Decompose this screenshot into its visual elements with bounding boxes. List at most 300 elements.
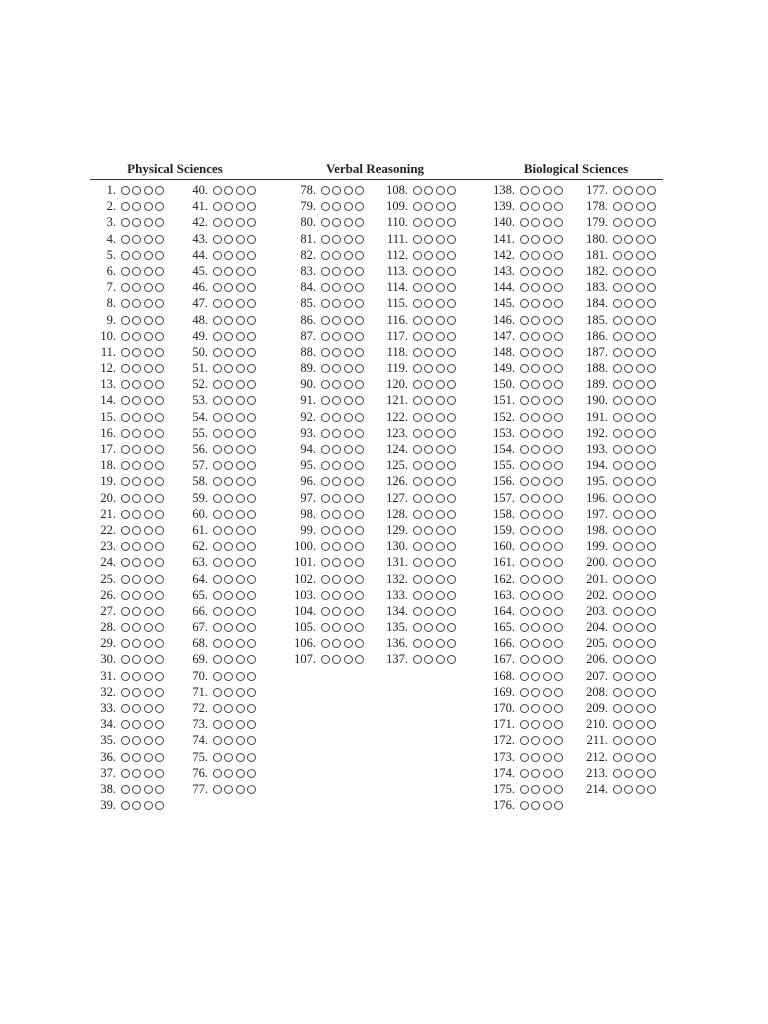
answer-bubble[interactable] — [613, 542, 622, 551]
question-number: 116. — [386, 312, 408, 327]
question-number: 48. — [192, 312, 208, 327]
question-number: 165. — [493, 620, 515, 635]
answer-bubbles — [613, 299, 659, 308]
question-number: 97. — [300, 490, 316, 505]
answer-bubble[interactable] — [647, 218, 656, 227]
question-number: 163. — [493, 587, 515, 602]
answer-bubble[interactable] — [543, 801, 552, 810]
question-number: 122. — [386, 409, 408, 424]
answer-bubble[interactable] — [624, 639, 633, 648]
answer-bubbles — [613, 736, 659, 745]
answer-bubble[interactable] — [647, 494, 656, 503]
answer-bubble[interactable] — [647, 364, 656, 373]
answer-bubble[interactable] — [636, 202, 645, 211]
answer-bubbles — [613, 526, 659, 535]
question-column-biological — [0, 182, 768, 797]
answer-bubble[interactable] — [647, 348, 656, 357]
answer-bubbles — [613, 364, 659, 373]
answer-bubble[interactable] — [624, 267, 633, 276]
question-number: 55. — [192, 425, 208, 440]
question-number: 45. — [192, 263, 208, 278]
question-number: 197. — [586, 506, 608, 521]
answer-bubble[interactable] — [636, 639, 645, 648]
answer-bubble[interactable] — [613, 672, 622, 681]
question-number: 38. — [100, 781, 116, 796]
question-number: 34. — [100, 717, 116, 732]
answer-bubble[interactable] — [613, 380, 622, 389]
question-number: 106. — [294, 636, 316, 651]
answer-bubble[interactable] — [613, 186, 622, 195]
question-row — [0, 490, 768, 506]
answer-bubble[interactable] — [647, 380, 656, 389]
question-number: 58. — [192, 474, 208, 489]
question-number: 154. — [493, 442, 515, 456]
question-number: 102. — [294, 571, 316, 586]
answer-bubble[interactable] — [636, 526, 645, 535]
question-number: 126. — [386, 474, 408, 489]
answer-bubble[interactable] — [613, 316, 622, 325]
question-number: 22. — [100, 522, 116, 537]
answer-bubble[interactable] — [613, 445, 622, 454]
question-number: 211. — [586, 733, 608, 748]
answer-bubble[interactable] — [636, 704, 645, 713]
answer-bubble[interactable] — [647, 332, 656, 341]
answer-bubbles — [613, 704, 659, 713]
question-row — [0, 651, 768, 667]
answer-bubble[interactable] — [613, 299, 622, 308]
question-number: 68. — [192, 636, 208, 651]
answer-bubbles — [613, 591, 659, 600]
answer-bubble[interactable] — [647, 202, 656, 211]
answer-bubble[interactable] — [636, 688, 645, 697]
answer-bubble[interactable] — [647, 429, 656, 438]
answer-bubble[interactable] — [636, 235, 645, 244]
answer-bubble[interactable] — [636, 413, 645, 422]
answer-bubble[interactable] — [636, 575, 645, 584]
answer-bubbles — [613, 720, 659, 729]
question-row — [0, 263, 768, 279]
answer-bubbles — [613, 461, 659, 470]
answer-bubble[interactable] — [613, 623, 622, 632]
answer-bubble[interactable] — [647, 591, 656, 600]
question-number: 175. — [493, 781, 515, 796]
question-row — [0, 797, 768, 813]
question-number: 181. — [586, 247, 608, 262]
question-number: 64. — [192, 571, 208, 586]
answer-bubbles — [613, 785, 659, 794]
question-number: 167. — [493, 652, 515, 667]
answer-bubble[interactable] — [636, 251, 645, 260]
section-title-biological-sciences: Biological Sciences — [523, 161, 629, 176]
answer-bubble[interactable] — [636, 510, 645, 519]
answer-bubble[interactable] — [624, 186, 633, 195]
answer-bubble[interactable] — [624, 299, 633, 308]
answer-bubble[interactable] — [613, 526, 622, 535]
answer-bubbles — [613, 558, 659, 567]
answer-bubble[interactable] — [613, 348, 622, 357]
question-number: 53. — [192, 393, 208, 408]
answer-bubble[interactable] — [624, 251, 633, 260]
answer-bubble[interactable] — [613, 510, 622, 519]
question-number: 207. — [586, 668, 608, 683]
answer-bubble[interactable] — [647, 688, 656, 697]
question-number: 160. — [493, 539, 515, 554]
question-number: 120. — [386, 377, 408, 392]
answer-bubble[interactable] — [636, 316, 645, 325]
question-row — [0, 538, 768, 554]
answer-bubble[interactable] — [636, 753, 645, 762]
answer-bubbles — [613, 413, 659, 422]
answer-bubble[interactable] — [647, 186, 656, 195]
question-number: 32. — [100, 684, 116, 699]
question-number: 52. — [192, 377, 208, 392]
question-number: 24. — [100, 555, 116, 570]
answer-bubble[interactable] — [647, 769, 656, 778]
question-number: 176. — [493, 798, 515, 813]
answer-bubble[interactable] — [613, 769, 622, 778]
question-number: 155. — [493, 458, 515, 473]
question-number: 33. — [100, 701, 116, 715]
answer-bubble[interactable] — [624, 218, 633, 227]
answer-bubble[interactable] — [636, 218, 645, 227]
question-row — [0, 684, 768, 700]
question-number: 177. — [586, 183, 608, 197]
answer-bubble[interactable] — [624, 704, 633, 713]
answer-bubbles — [613, 202, 659, 211]
answer-bubble[interactable] — [647, 413, 656, 422]
question-number: 54. — [192, 409, 208, 424]
question-number: 10. — [100, 328, 116, 343]
answer-bubble[interactable] — [624, 753, 633, 762]
question-number: 153. — [493, 425, 515, 440]
answer-bubble[interactable] — [613, 704, 622, 713]
question-number: 114. — [386, 280, 408, 295]
answer-bubble[interactable] — [613, 607, 622, 616]
answer-bubble[interactable] — [647, 639, 656, 648]
answer-bubble[interactable] — [647, 704, 656, 713]
answer-bubble[interactable] — [636, 396, 645, 405]
answer-bubble[interactable] — [647, 785, 656, 794]
answer-bubble[interactable] — [613, 753, 622, 762]
question-number: 159. — [493, 522, 515, 537]
answer-bubble[interactable] — [624, 591, 633, 600]
answer-bubble[interactable] — [613, 283, 622, 292]
answer-bubbles — [613, 672, 659, 681]
question-number: 88. — [300, 344, 316, 359]
answer-bubble[interactable] — [624, 720, 633, 729]
answer-bubbles — [613, 639, 659, 648]
answer-bubble[interactable] — [613, 688, 622, 697]
answer-bubble[interactable] — [647, 526, 656, 535]
question-number: 121. — [386, 393, 408, 408]
question-number: 13. — [100, 377, 116, 392]
question-number: 50. — [192, 344, 208, 359]
answer-bubble[interactable] — [624, 769, 633, 778]
question-number: 79. — [300, 199, 316, 214]
answer-bubbles — [613, 753, 659, 762]
question-number: 200. — [586, 555, 608, 570]
answer-bubble[interactable] — [647, 720, 656, 729]
answer-bubble[interactable] — [613, 558, 622, 567]
answer-bubbles — [613, 688, 659, 697]
answer-bubble[interactable] — [647, 477, 656, 486]
answer-bubbles — [613, 348, 659, 357]
answer-bubble[interactable] — [647, 235, 656, 244]
question-number: 194. — [586, 458, 608, 473]
answer-bubble[interactable] — [624, 526, 633, 535]
question-number: 16. — [100, 425, 116, 440]
answer-bubble[interactable] — [636, 429, 645, 438]
answer-bubble[interactable] — [647, 655, 656, 664]
question-number: 61. — [192, 522, 208, 537]
question-number: 206. — [586, 652, 608, 667]
question-number: 21. — [100, 506, 116, 521]
question-number: 145. — [493, 296, 515, 311]
question-number: 2. — [106, 199, 116, 214]
question-number: 115. — [386, 296, 408, 311]
answer-bubble[interactable] — [647, 396, 656, 405]
answer-bubble[interactable] — [520, 801, 529, 810]
question-number: 136. — [386, 636, 408, 651]
question-number: 143. — [493, 263, 515, 278]
answer-bubble[interactable] — [624, 623, 633, 632]
answer-bubble[interactable] — [624, 413, 633, 422]
answer-bubble[interactable] — [613, 477, 622, 486]
question-number: 184. — [586, 296, 608, 311]
answer-bubble[interactable] — [613, 364, 622, 373]
question-number: 41. — [192, 199, 208, 214]
answer-bubble[interactable] — [624, 445, 633, 454]
question-number: 37. — [100, 765, 116, 780]
answer-bubble[interactable] — [624, 235, 633, 244]
answer-bubble[interactable] — [636, 494, 645, 503]
question-number: 98. — [300, 506, 316, 521]
question-number: 29. — [100, 636, 116, 651]
answer-bubble[interactable] — [613, 332, 622, 341]
answer-bubble[interactable] — [647, 299, 656, 308]
answer-bubble[interactable] — [647, 558, 656, 567]
answer-bubble[interactable] — [613, 591, 622, 600]
answer-bubble[interactable] — [636, 655, 645, 664]
question-row — [0, 473, 768, 489]
answer-bubble[interactable] — [624, 477, 633, 486]
question-row — [0, 668, 768, 684]
answer-bubble[interactable] — [636, 380, 645, 389]
question-number: 174. — [493, 765, 515, 780]
question-number: 204. — [586, 620, 608, 635]
answer-bubble[interactable] — [613, 461, 622, 470]
question-number: 148. — [493, 344, 515, 359]
answer-bubble[interactable] — [636, 445, 645, 454]
question-number: 135. — [386, 620, 408, 635]
answer-bubble[interactable] — [636, 558, 645, 567]
answer-bubble[interactable] — [647, 753, 656, 762]
answer-bubble[interactable] — [624, 607, 633, 616]
answer-bubble[interactable] — [624, 558, 633, 567]
question-number: 7. — [106, 280, 116, 295]
answer-bubble[interactable] — [647, 575, 656, 584]
question-number: 196. — [586, 490, 608, 505]
question-number: 46. — [192, 280, 208, 295]
answer-bubble[interactable] — [636, 591, 645, 600]
question-number: 101. — [294, 555, 316, 570]
answer-bubble[interactable] — [636, 186, 645, 195]
question-row — [0, 603, 768, 619]
answer-bubble[interactable] — [613, 639, 622, 648]
question-number: 11. — [100, 344, 116, 359]
question-row — [0, 522, 768, 538]
question-number: 203. — [586, 603, 608, 618]
answer-bubble[interactable] — [636, 542, 645, 551]
question-number: 59. — [192, 490, 208, 505]
answer-bubble[interactable] — [613, 575, 622, 584]
question-row — [0, 441, 768, 457]
answer-bubble[interactable] — [636, 623, 645, 632]
question-number: 178. — [586, 199, 608, 214]
answer-bubble[interactable] — [624, 396, 633, 405]
answer-bubble[interactable] — [624, 736, 633, 745]
question-number: 189. — [586, 377, 608, 392]
question-number: 1. — [106, 183, 116, 197]
answer-bubble[interactable] — [636, 267, 645, 276]
answer-bubble[interactable] — [636, 607, 645, 616]
question-number: 190. — [586, 393, 608, 408]
answer-bubble[interactable] — [624, 688, 633, 697]
question-number: 95. — [300, 458, 316, 473]
answer-bubble[interactable] — [647, 510, 656, 519]
answer-bubble[interactable] — [636, 364, 645, 373]
answer-bubble[interactable] — [624, 316, 633, 325]
answer-bubble[interactable] — [531, 801, 540, 810]
answer-bubble[interactable] — [624, 429, 633, 438]
answer-bubble[interactable] — [624, 348, 633, 357]
answer-bubble[interactable] — [636, 477, 645, 486]
answer-bubble[interactable] — [613, 655, 622, 664]
answer-bubble[interactable] — [647, 736, 656, 745]
answer-bubble[interactable] — [636, 736, 645, 745]
answer-bubble[interactable] — [647, 461, 656, 470]
answer-bubble[interactable] — [636, 283, 645, 292]
question-number: 198. — [586, 522, 608, 537]
answer-bubbles — [613, 267, 659, 276]
question-row — [0, 344, 768, 360]
question-number: 141. — [493, 231, 515, 246]
answer-bubble[interactable] — [636, 332, 645, 341]
answer-bubble[interactable] — [613, 720, 622, 729]
question-number: 212. — [586, 749, 608, 764]
answer-bubble[interactable] — [624, 785, 633, 794]
question-row — [0, 247, 768, 263]
answer-bubble[interactable] — [647, 623, 656, 632]
question-number: 73. — [192, 717, 208, 732]
question-number: 43. — [192, 231, 208, 246]
question-number: 14. — [100, 393, 116, 408]
question-number: 77. — [192, 781, 208, 796]
answer-bubble[interactable] — [636, 720, 645, 729]
answer-bubble[interactable] — [613, 736, 622, 745]
answer-bubble[interactable] — [624, 510, 633, 519]
question-number: 112. — [386, 247, 408, 262]
answer-bubble[interactable] — [647, 672, 656, 681]
question-number: 113. — [386, 263, 408, 278]
answer-bubble[interactable] — [624, 494, 633, 503]
answer-bubble[interactable] — [613, 235, 622, 244]
answer-bubble[interactable] — [613, 251, 622, 260]
answer-bubble[interactable] — [624, 202, 633, 211]
answer-bubble[interactable] — [624, 575, 633, 584]
answer-bubble[interactable] — [647, 283, 656, 292]
answer-bubble[interactable] — [613, 202, 622, 211]
question-number: 72. — [192, 701, 208, 715]
answer-bubble[interactable] — [613, 494, 622, 503]
answer-bubble[interactable] — [647, 445, 656, 454]
answer-bubble[interactable] — [613, 413, 622, 422]
answer-bubble[interactable] — [636, 299, 645, 308]
question-row — [0, 765, 768, 781]
question-number: 191. — [586, 409, 608, 424]
question-row — [0, 716, 768, 732]
question-number: 96. — [300, 474, 316, 489]
question-number: 171. — [493, 717, 515, 732]
answer-bubble[interactable] — [613, 267, 622, 276]
answer-bubble[interactable] — [624, 283, 633, 292]
answer-bubble[interactable] — [624, 542, 633, 551]
answer-bubble[interactable] — [647, 316, 656, 325]
question-number: 5. — [106, 247, 116, 262]
question-number: 188. — [586, 361, 608, 376]
answer-bubble[interactable] — [636, 348, 645, 357]
section-title-verbal-reasoning: Verbal Reasoning — [325, 161, 425, 176]
question-number: 166. — [493, 636, 515, 651]
answer-bubble[interactable] — [613, 785, 622, 794]
answer-bubble[interactable] — [624, 461, 633, 470]
question-number: 117. — [386, 328, 408, 343]
answer-bubble[interactable] — [624, 364, 633, 373]
answer-bubble[interactable] — [613, 396, 622, 405]
answer-bubble[interactable] — [647, 542, 656, 551]
question-number: 164. — [493, 603, 515, 618]
answer-bubble[interactable] — [647, 251, 656, 260]
answer-bubble[interactable] — [613, 429, 622, 438]
answer-bubble[interactable] — [636, 785, 645, 794]
question-number: 90. — [300, 377, 316, 392]
answer-bubble[interactable] — [636, 672, 645, 681]
question-number: 180. — [586, 231, 608, 246]
question-number: 168. — [493, 668, 515, 683]
answer-bubble[interactable] — [647, 267, 656, 276]
question-number: 18. — [100, 458, 116, 473]
answer-bubble[interactable] — [624, 672, 633, 681]
answer-bubble[interactable] — [554, 801, 563, 810]
question-row — [0, 732, 768, 748]
answer-bubbles — [613, 316, 659, 325]
answer-bubble[interactable] — [613, 218, 622, 227]
question-number: 81. — [300, 231, 316, 246]
question-number: 185. — [586, 312, 608, 327]
question-number: 137. — [386, 652, 408, 667]
answer-bubble[interactable] — [624, 380, 633, 389]
answer-bubble[interactable] — [624, 332, 633, 341]
answer-bubble[interactable] — [647, 607, 656, 616]
answer-bubble[interactable] — [624, 655, 633, 664]
answer-bubble[interactable] — [636, 461, 645, 470]
question-number: 195. — [586, 474, 608, 489]
answer-bubble[interactable] — [636, 769, 645, 778]
answer-bubbles — [613, 575, 659, 584]
question-number: 187. — [586, 344, 608, 359]
question-number: 192. — [586, 425, 608, 440]
question-number: 146. — [493, 312, 515, 327]
